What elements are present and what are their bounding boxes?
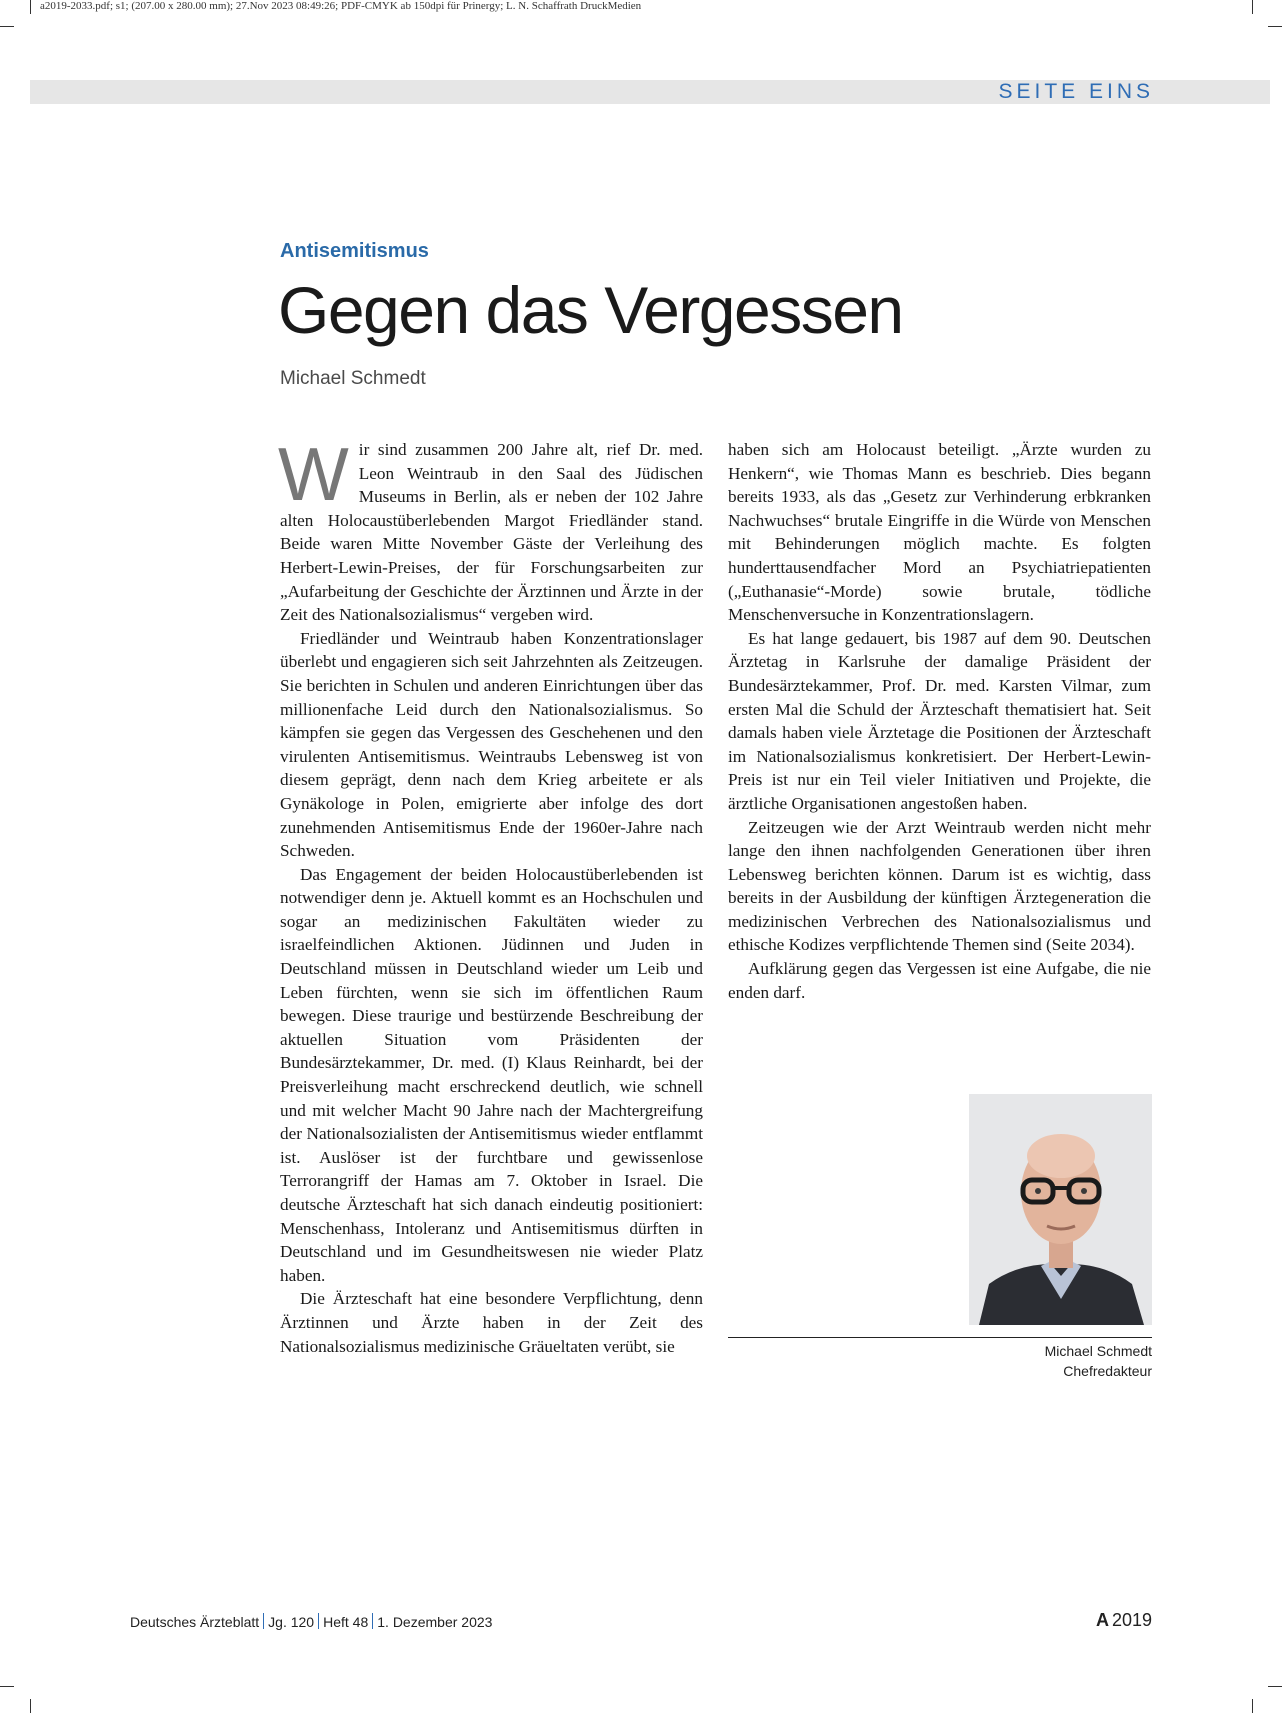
article-kicker: Antisemitismus bbox=[280, 240, 429, 262]
footer-separator bbox=[372, 1613, 373, 1629]
footer-citation bbox=[130, 1613, 492, 1630]
footer-separator bbox=[318, 1613, 319, 1629]
caption-role: Chefredakteur bbox=[1063, 1363, 1152, 1379]
journal-name: Deutsches Ärzteblatt bbox=[130, 1614, 260, 1630]
article-paragraph: haben sich am Holocaust beteiligt. „Ärzte wurden zu Henkern“, wie Thomas Mann es beschrieb. Dies begann bereits 1933, als das „Gesetz zur Verhinderung erbkranken Nachwuchses“ brutale Eingriffe in die Würde von Menschen mit Behinderungen möglich machte. Es folgten hunderttausendfacher Mord an Psychiatriepatienten („Euthanasie“-Morde) sowie brutale, tödliche Menschenversuche in Konzentrationslagern. bbox=[728, 440, 1151, 625]
author-portrait bbox=[969, 1094, 1152, 1325]
article-column-right bbox=[728, 438, 1151, 1004]
portrait-caption bbox=[1045, 1341, 1152, 1381]
article-paragraph: Das Engagement der beiden Holocaustüberlebenden ist notwendiger denn je. Aktuell kommt es an Hochschulen und sogar an medizinischen Fakultäten wieder zu israelfeindlichen Aktionen. Jüdinnen und Juden in Deutschland müssen in Deutschland wieder um Leib und Leben fürchten, wenn sie sich im öffentlichen Raum bewegen. Diese traurige und bestürzende Beschreibung der aktuellen Situation vom Präsidenten der Bundesärztekammer, Dr. med. (I) Klaus Reinhardt, bei der Preisverleihung macht erschreckend deutlich, wie schnell und mit welcher Macht 90 Jahre nach der Machtergreifung der Nationalsozialisten der Antisemitismus wieder entflammt ist. Auslöser ist der furchtbare und gewissenlose Terrorangriff der Hamas am 7. Oktober in Israel. Die deutsche Ärzteschaft hat sich danach eindeutig positioniert: Menschenhass, Intoleranz und Antisemitismus dürften in Deutschland und im Gesundheitswesen nie wieder Platz haben. bbox=[280, 864, 703, 1285]
page-number-value: 2019 bbox=[1111, 1610, 1152, 1630]
page-prefix: A bbox=[1095, 1610, 1109, 1630]
article-paragraph: Aufklärung gegen das Vergessen ist eine Aufgabe, die nie enden darf. bbox=[728, 959, 1151, 1002]
crop-mark bbox=[30, 0, 31, 14]
page-number bbox=[1096, 1610, 1152, 1631]
journal-issue: Heft 48 bbox=[323, 1614, 369, 1630]
article-paragraph: Es hat lange gedauert, bis 1987 auf dem 90. Deutschen Ärztetag in Karlsruhe der damalige Präsident der Bundesärztekammer, Prof. Dr. med. Karsten Vilmar, zum ersten Mal die Schuld der Ärzteschaft thematisiert hat. Seit damals haben viele Ärztetage die Positionen der Ärzteschaft im Nationalsozialismus konkretisiert. Der Herbert-Lewin-Preis ist nur ein Teil vieler Initiativen und Projekte, die ärztliche Organisationen angestoßen haben. bbox=[728, 628, 1151, 813]
crop-mark bbox=[1268, 1686, 1282, 1687]
crop-mark bbox=[1252, 0, 1253, 14]
section-label: SEITE EINS bbox=[998, 80, 1154, 103]
crop-mark bbox=[1268, 26, 1282, 27]
drop-cap: W bbox=[278, 432, 349, 516]
caption-name: Michael Schmedt bbox=[1044, 1343, 1152, 1359]
article-paragraph bbox=[278, 432, 703, 627]
footer-separator bbox=[263, 1613, 264, 1629]
crop-mark bbox=[1252, 1699, 1253, 1713]
print-slug: a2019-2033.pdf; s1; (207.00 x 280.00 mm); 27.Nov 2023 08:49:26; PDF-CMYK ab 150dpi für Prinergy; L. N. Schaffrath DruckMedien bbox=[40, 0, 642, 12]
crop-mark bbox=[0, 1686, 14, 1687]
journal-volume: Jg. 120 bbox=[268, 1614, 315, 1630]
article-paragraph: Die Ärzteschaft hat eine besondere Verpflichtung, denn Ärztinnen und Ärzte haben in der Zeit des Nationalsozialismus medizinische Gräueltaten verübt, sie bbox=[280, 1289, 703, 1356]
journal-date: 1. Dezember 2023 bbox=[377, 1614, 493, 1630]
crop-mark bbox=[30, 1699, 31, 1713]
portrait-illustration bbox=[969, 1094, 1152, 1325]
caption-rule bbox=[728, 1337, 1152, 1338]
article-byline: Michael Schmedt bbox=[280, 368, 426, 389]
paragraph-text: ir sind zusammen 200 Jahre alt, rief Dr. med. Leon Weintraub in den Saal des Jüdischen Museums in Berlin, als er neben der 102 Jahre alten Holocaustüberlebenden Margot Friedländer stand. Beide waren Mitte November Gäste der Verleihung des Herbert-Lewin-Preises, der für Forschungsarbeiten zur „Aufarbeitung der Geschichte der Ärztinnen und Ärzte in der Zeit des Nationalsozialismus“ vergeben wird. bbox=[280, 440, 703, 625]
crop-mark bbox=[0, 26, 14, 27]
article-paragraph: Zeitzeugen wie der Arzt Weintraub werden nicht mehr lange den ihnen nachfolgenden Generationen über ihren Lebensweg berichten können. Darum ist es wichtig, dass bereits in der Ausbildung der künftigen Ärztegeneration die medizinischen Verbrechen des Nationalsozialismus und ethische Kodizes verpflichtende Themen sind (Seite 2034). bbox=[728, 817, 1151, 955]
article-paragraph: Friedländer und Weintraub haben Konzentrationslager überlebt und engagieren sich seit Jahrzehnten als Zeitzeugen. Sie berichten in Schulen und anderen Einrichtungen über das millionenfache Leid durch den Nationalsozialismus. So kämpfen sie gegen das Vergessen des Geschehenen und den virulenten Antisemitismus. Weintraubs Lebensweg ist von diesem geprägt, denn nach dem Krieg arbeitete er als Gynäkologe in Polen, emigrierte aber infolge des dort zunehmenden Antisemitismus Ende der 1960er-Jahre nach Schweden. bbox=[280, 628, 703, 861]
article-headline: Gegen das Vergessen bbox=[278, 273, 903, 347]
article-column-left bbox=[278, 432, 703, 1358]
